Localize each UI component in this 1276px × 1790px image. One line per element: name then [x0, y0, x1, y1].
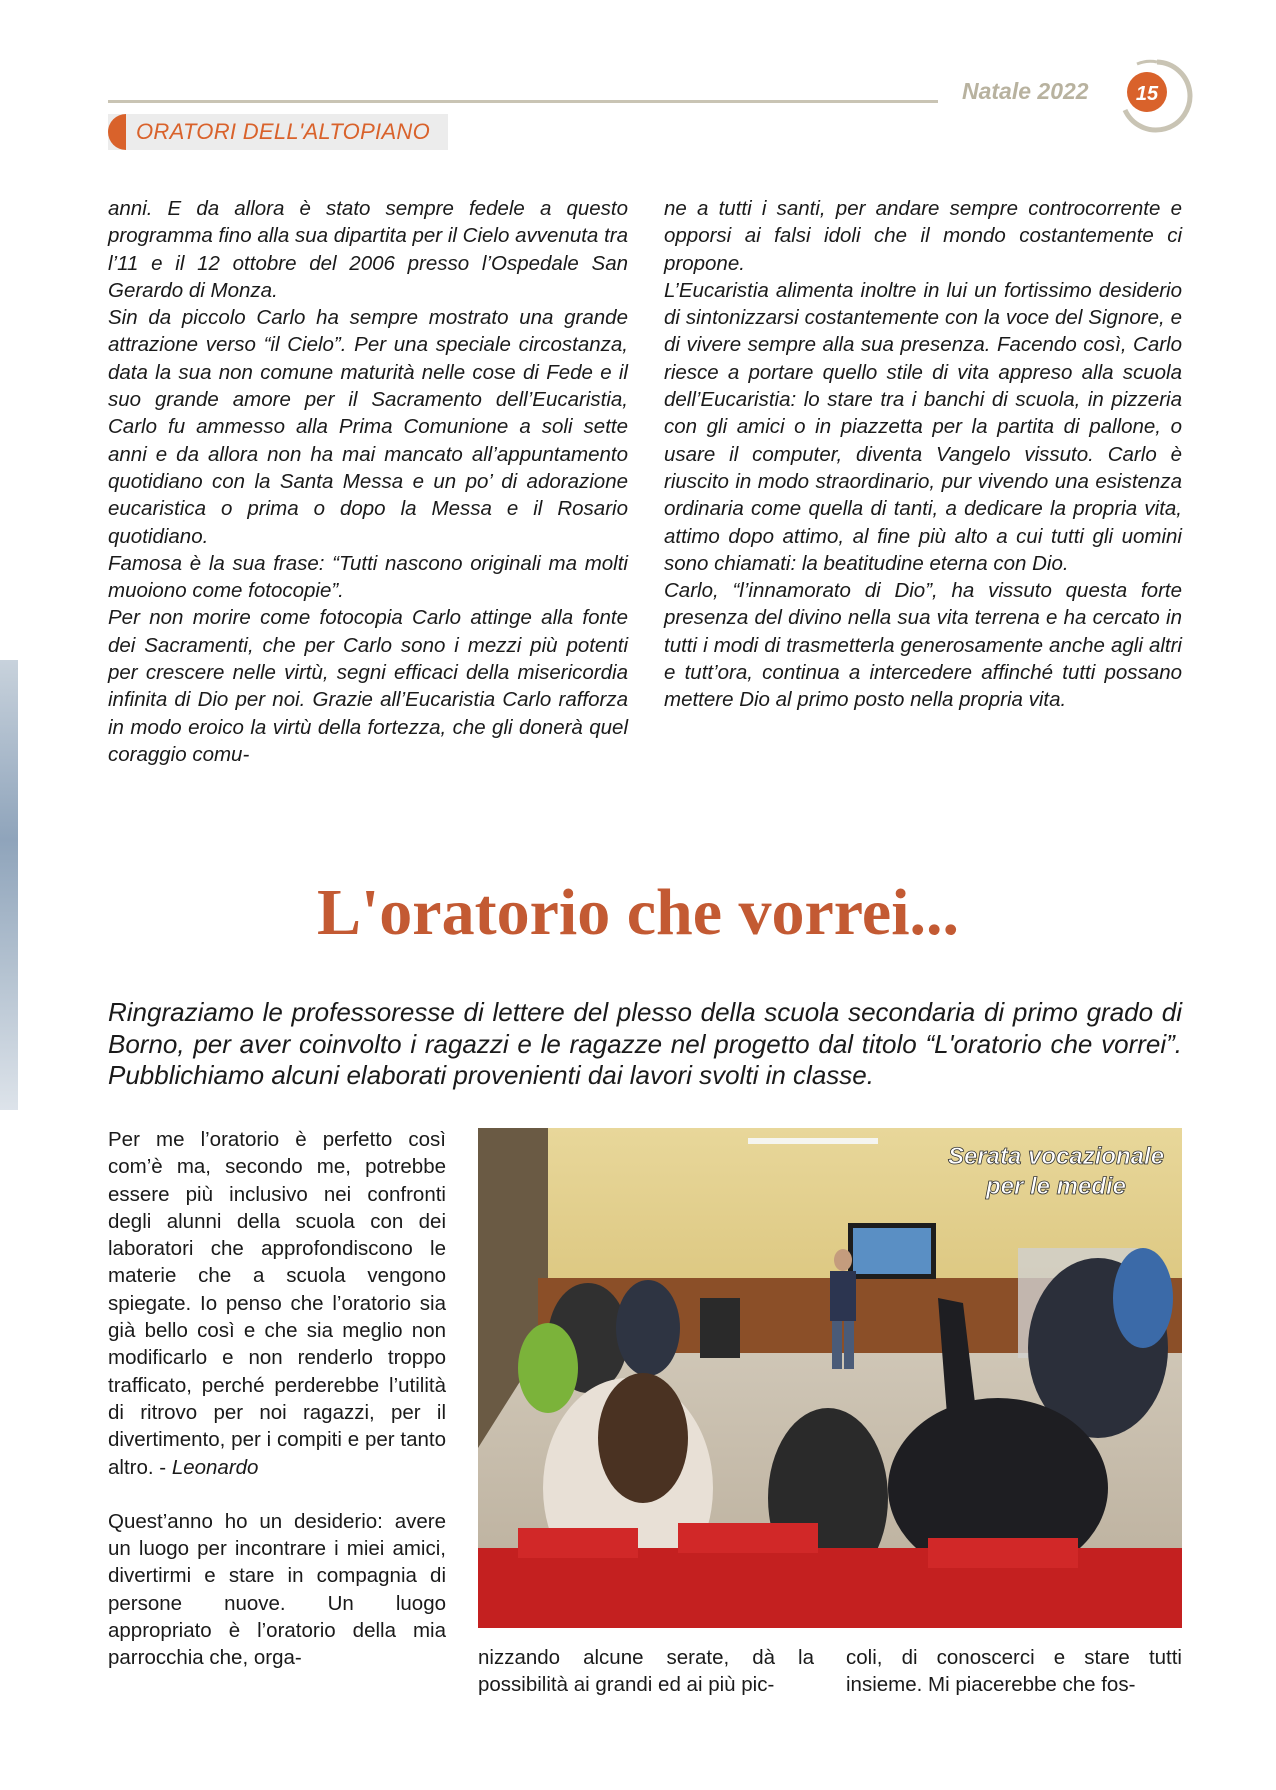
article-title: L'oratorio che vorrei...	[316, 876, 960, 949]
page-number-badge	[1117, 58, 1193, 134]
article2-column-1	[108, 1126, 446, 1672]
paragraph: coli, di conoscerci e stare tutti insieme. Mi piacerebbe che fos-	[846, 1646, 1182, 1697]
photo-caption-line-2: per le medie	[985, 1173, 1127, 1200]
event-photo	[478, 1128, 1182, 1628]
paragraph: Carlo, “l’innamorato di Dio”, ha vissuto questa forte presenza del divino nella sua vita terrena e ha cercato in tutti i modi di trasmetterla generosamente anche agli altri e tutt’ora, continua a intercedere affinché tutti possano mettere Dio al primo posto nella propria vita.	[664, 579, 1182, 712]
article-intro: Ringraziamo le professoresse di lettere del plesso della scuola secondaria di primo grado di Borno, per aver coinvolto i ragazzi e le ragazze nel progetto dal titolo “L'oratorio che vorrei”. Pubblichiamo alcuni elaborati provenienti dai lavori svolti in classe.	[108, 997, 1182, 1090]
paragraph: L’Eucaristia alimenta inoltre in lui un fortissimo desiderio di sintonizzarsi costantemente con la voce del Signore, e di vivere sempre alla sua presenza. Facendo così, Carlo riesce a portare quello stile di vita appreso alla scuola dell’Eucaristia: lo stare tra i banchi di scuola, in pizzeria con gli amici o in piazzetta per la partita di pallone, o usare il computer, diventa Vangelo vissuto. Carlo è riuscito in modo straordinario, pur vivendo una esistenza ordinaria come quella di tanti, a dedicare la propria vita, attimo dopo attimo, al fine più alto a cui tutti gli uomini sono chiamati: la beatitudine eterna con Dio.	[664, 278, 1182, 575]
header-rule	[108, 100, 938, 103]
article2-column-3	[846, 1644, 1182, 1699]
paragraph: ne a tutti i santi, per andare sempre controcorrente e opporsi ai falsi idoli che il mondo costantemente ci propone.	[664, 197, 1182, 275]
section-label-cap	[108, 114, 126, 150]
issue-label: Natale 2022	[962, 78, 1089, 104]
photo-caption-line-1: Serata vocazionale	[947, 1143, 1165, 1170]
paragraph: anni. E da allora è stato sempre fedele a questo programma fino alla sua dipartita per il Cielo avvenuta tra l’11 e il 12 ottobre del 2006 presso l’Ospedale San Gerardo di Monza.	[108, 197, 628, 302]
section-label-text: ORATORI DELL'ALTOPIANO	[136, 119, 431, 144]
paragraph-text: Per me l’oratorio è perfetto così com’è ma, secondo me, potrebbe essere più inclusivo nei confronti degli alunni della scuola con dei laboratori che approfondiscono le materie che a scuola vengono spiegate. Io penso che l’oratorio sia già bello così e che sia meglio non modificarlo e non renderlo troppo trafficato, perché perderebbe l’utilità di ritrovo per noi ragazzi, per il divertimento, per i compiti e per tanto altro. -	[108, 1128, 446, 1479]
article2-column-2	[478, 1644, 814, 1699]
article1-column-2	[664, 195, 1182, 714]
article1-column-1	[108, 195, 628, 768]
section-label	[108, 114, 448, 150]
paragraph: Quest’anno ho un desiderio: avere un luogo per incontrare i miei amici, divertirmi e stare in compagnia di persone nuove. Un luogo appropriato è l’oratorio della mia parrocchia che, orga-	[108, 1509, 446, 1670]
author-name: Leonardo	[171, 1455, 259, 1479]
paragraph: Sin da piccolo Carlo ha sempre mostrato una grande attrazione verso “il Cielo”. Per una speciale circostanza, data la sua non comune maturità nelle cose di Fede e il suo grande amore per il Sacramento dell’Eucaristia, Carlo fu ammesso alla Prima Comunione a soli sette anni e da allora non ha mai mancato all’appuntamento quotidiano con la Santa Messa e un po’ di adorazione eucaristica o prima o dopo la Messa e il Rosario quotidiano.	[108, 306, 628, 548]
paragraph: Famosa è la sua frase: “Tutti nascono originali ma molti muoiono come fotocopie”.	[108, 551, 628, 603]
paragraph: nizzando alcune serate, dà la possibilità ai grandi ed ai più pic-	[478, 1646, 814, 1697]
page-number: 15	[1135, 83, 1159, 105]
paragraph	[108, 1126, 446, 1481]
paragraph: Per non morire come fotocopia Carlo attinge alla fonte dei Sacramenti, che per Carlo sono i mezzi più potenti per crescere nelle virtù, segni efficaci della misericordia infinita di Dio per noi. Grazie all’Eucaristia Carlo rafforza in modo eroico la virtù della fortezza, che gli donerà quel coraggio comu-	[108, 606, 628, 766]
